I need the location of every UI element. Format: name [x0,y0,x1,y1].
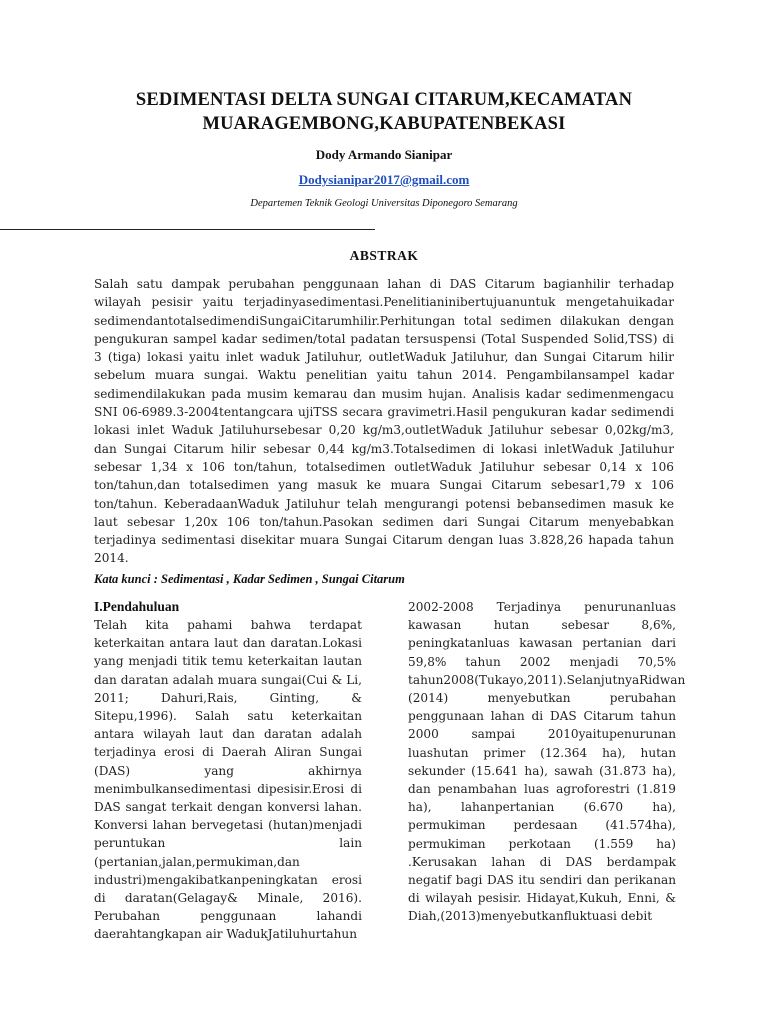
intro-right-column [408,598,686,926]
keywords: Kata kunci : Sedimentasi , Kadar Sedimen , Sungai Citarum [94,572,405,586]
author-affiliation: Departemen Teknik Geologi Universitas Diponegoro Semarang [250,198,518,209]
intro-left-text: Telah kita pahami bahwa terdapat keterkaitan antara laut dan daratan.Lokasi yang menjadi titik temu keterkaitan lautan dan daratan adalah muara sungai(Cui & Li, 2011; Dahuri,Rais, Ginting, & Sitepu,1996). Salah satu keterkaitan antara wilayah laut dan daratan adalah terjadinya erosi di Daerah Aliran Sungai (DAS) yang akhirnya menimbulkansedimentasi dipesisir.Erosi di DAS sangat terkait dengan konversi lahan. Konversi lahan bervegetasi (hutan)menjadi peruntukan lain (pertanian,jalan,permukiman,dan industri)mengakibatkanpeningkatan erosi di daratan(Gelagay& Minale, 2016). Perubahan penggunaan lahandi daerahtangkapan air WadukJatiluhurtahun [94,618,362,942]
paper-title-line-2: MUARAGEMBONG,KABUPATENBEKASI [202,114,566,134]
header-divider [0,229,375,230]
paper-title-line-1: SEDIMENTASI DELTA SUNGAI CITARUM,KECAMATAN [135,90,633,110]
abstract-heading: ABSTRAK [349,248,419,263]
abstract-text: Salah satu dampak perubahan penggunaan lahan di DAS Citarum bagianhilir terhadap wilayah pesisir yaitu terjadinyasedimentasi.Penelitianinibertujuanuntuk mengetahuikadar sedimendantotalsedimendiSungaiCitarumhilir.Perhitungan total sedimen dilakukan dengan pengukuran sampel kadar sedimen/total padatan tersuspensi (Total Suspended Solid,TSS) di 3 (tiga) lokasi yaitu inlet waduk Jatiluhur, outletWaduk Jatiluhur, dan Sungai Citarum hilir sebelum muara sungai. Waktu penelitian yaitu tahun 2014. Pengambilansampel kadar sedimendilakukan pada musim kemarau dan musim hujan. Analisis kadar sedimenmengacu SNI 06-6989.3-2004tentangcara ujiTSS secara gravimetri.Hasil pengukuran kadar sedimendi lokasi inlet Waduk Jatiluhursebesar 0,20 kg/m3,outletWaduk Jatiluhur sebesar 0,02kg/m3, dan Sungai Citarum hilir sebesar 0,44 kg/m3.Totalsedimen di lokasi inletWaduk Jatiluhur sebesar 1,34 x 106 ton/tahun, totalsedimen outletWaduk Jatiluhur sebesar 0,14 x 106 ton/tahun,dan totalsedimen yang masuk ke muara Sungai Citarum sebesar1,79 x 106 ton/tahun. KeberadaanWaduk Jatiluhur telah mengurangi potensi bebansedimen masuk ke laut sebesar 1,20x 106 ton/tahun.Pasokan sedimen dari Sungai Citarum menyebabkan terjadinya sedimentasi disekitar muara Sungai Citarum dengan luas 3.828,26 hapada tahun 2014. [94,277,674,566]
author-email-link[interactable]: Dodysianipar2017@gmail.com [298,172,470,187]
author-name: Dody Armando Sianipar [315,147,453,162]
intro-heading: I.Pendahuluan [94,599,180,614]
intro-right-text: 2002-2008 Terjadinya penurunanluas kawasan hutan sebesar 8,6%, peningkatanluas kawasan pertanian dari 59,8% tahun 2002 menjadi 70,5% tahun2008(Tukayo,2011).SelanjutnyaRidwan (2014) menyebutkan perubahan penggunaan lahan di DAS Citarum tahun 2000 sampai 2010yaitupenurunan luashutan primer (12.364 ha), hutan sekunder (15.641 ha), sawah (31.873 ha), dan penambahan luas agroforestri (1.819 ha), lahanpertanian (6.670 ha), permukiman perdesaan (41.574ha), permukiman perkotaan (1.559 ha) .Kerusakan lahan di DAS berdampak negatif bagi DAS itu sendiri dan perikanan di wilayah pesisir. Hidayat,Kukuh, Enni, & Diah,(2013)menyebutkanfluktuasi debit [408,600,686,924]
paper-title [60,88,708,136]
intro-left-column [94,598,362,944]
